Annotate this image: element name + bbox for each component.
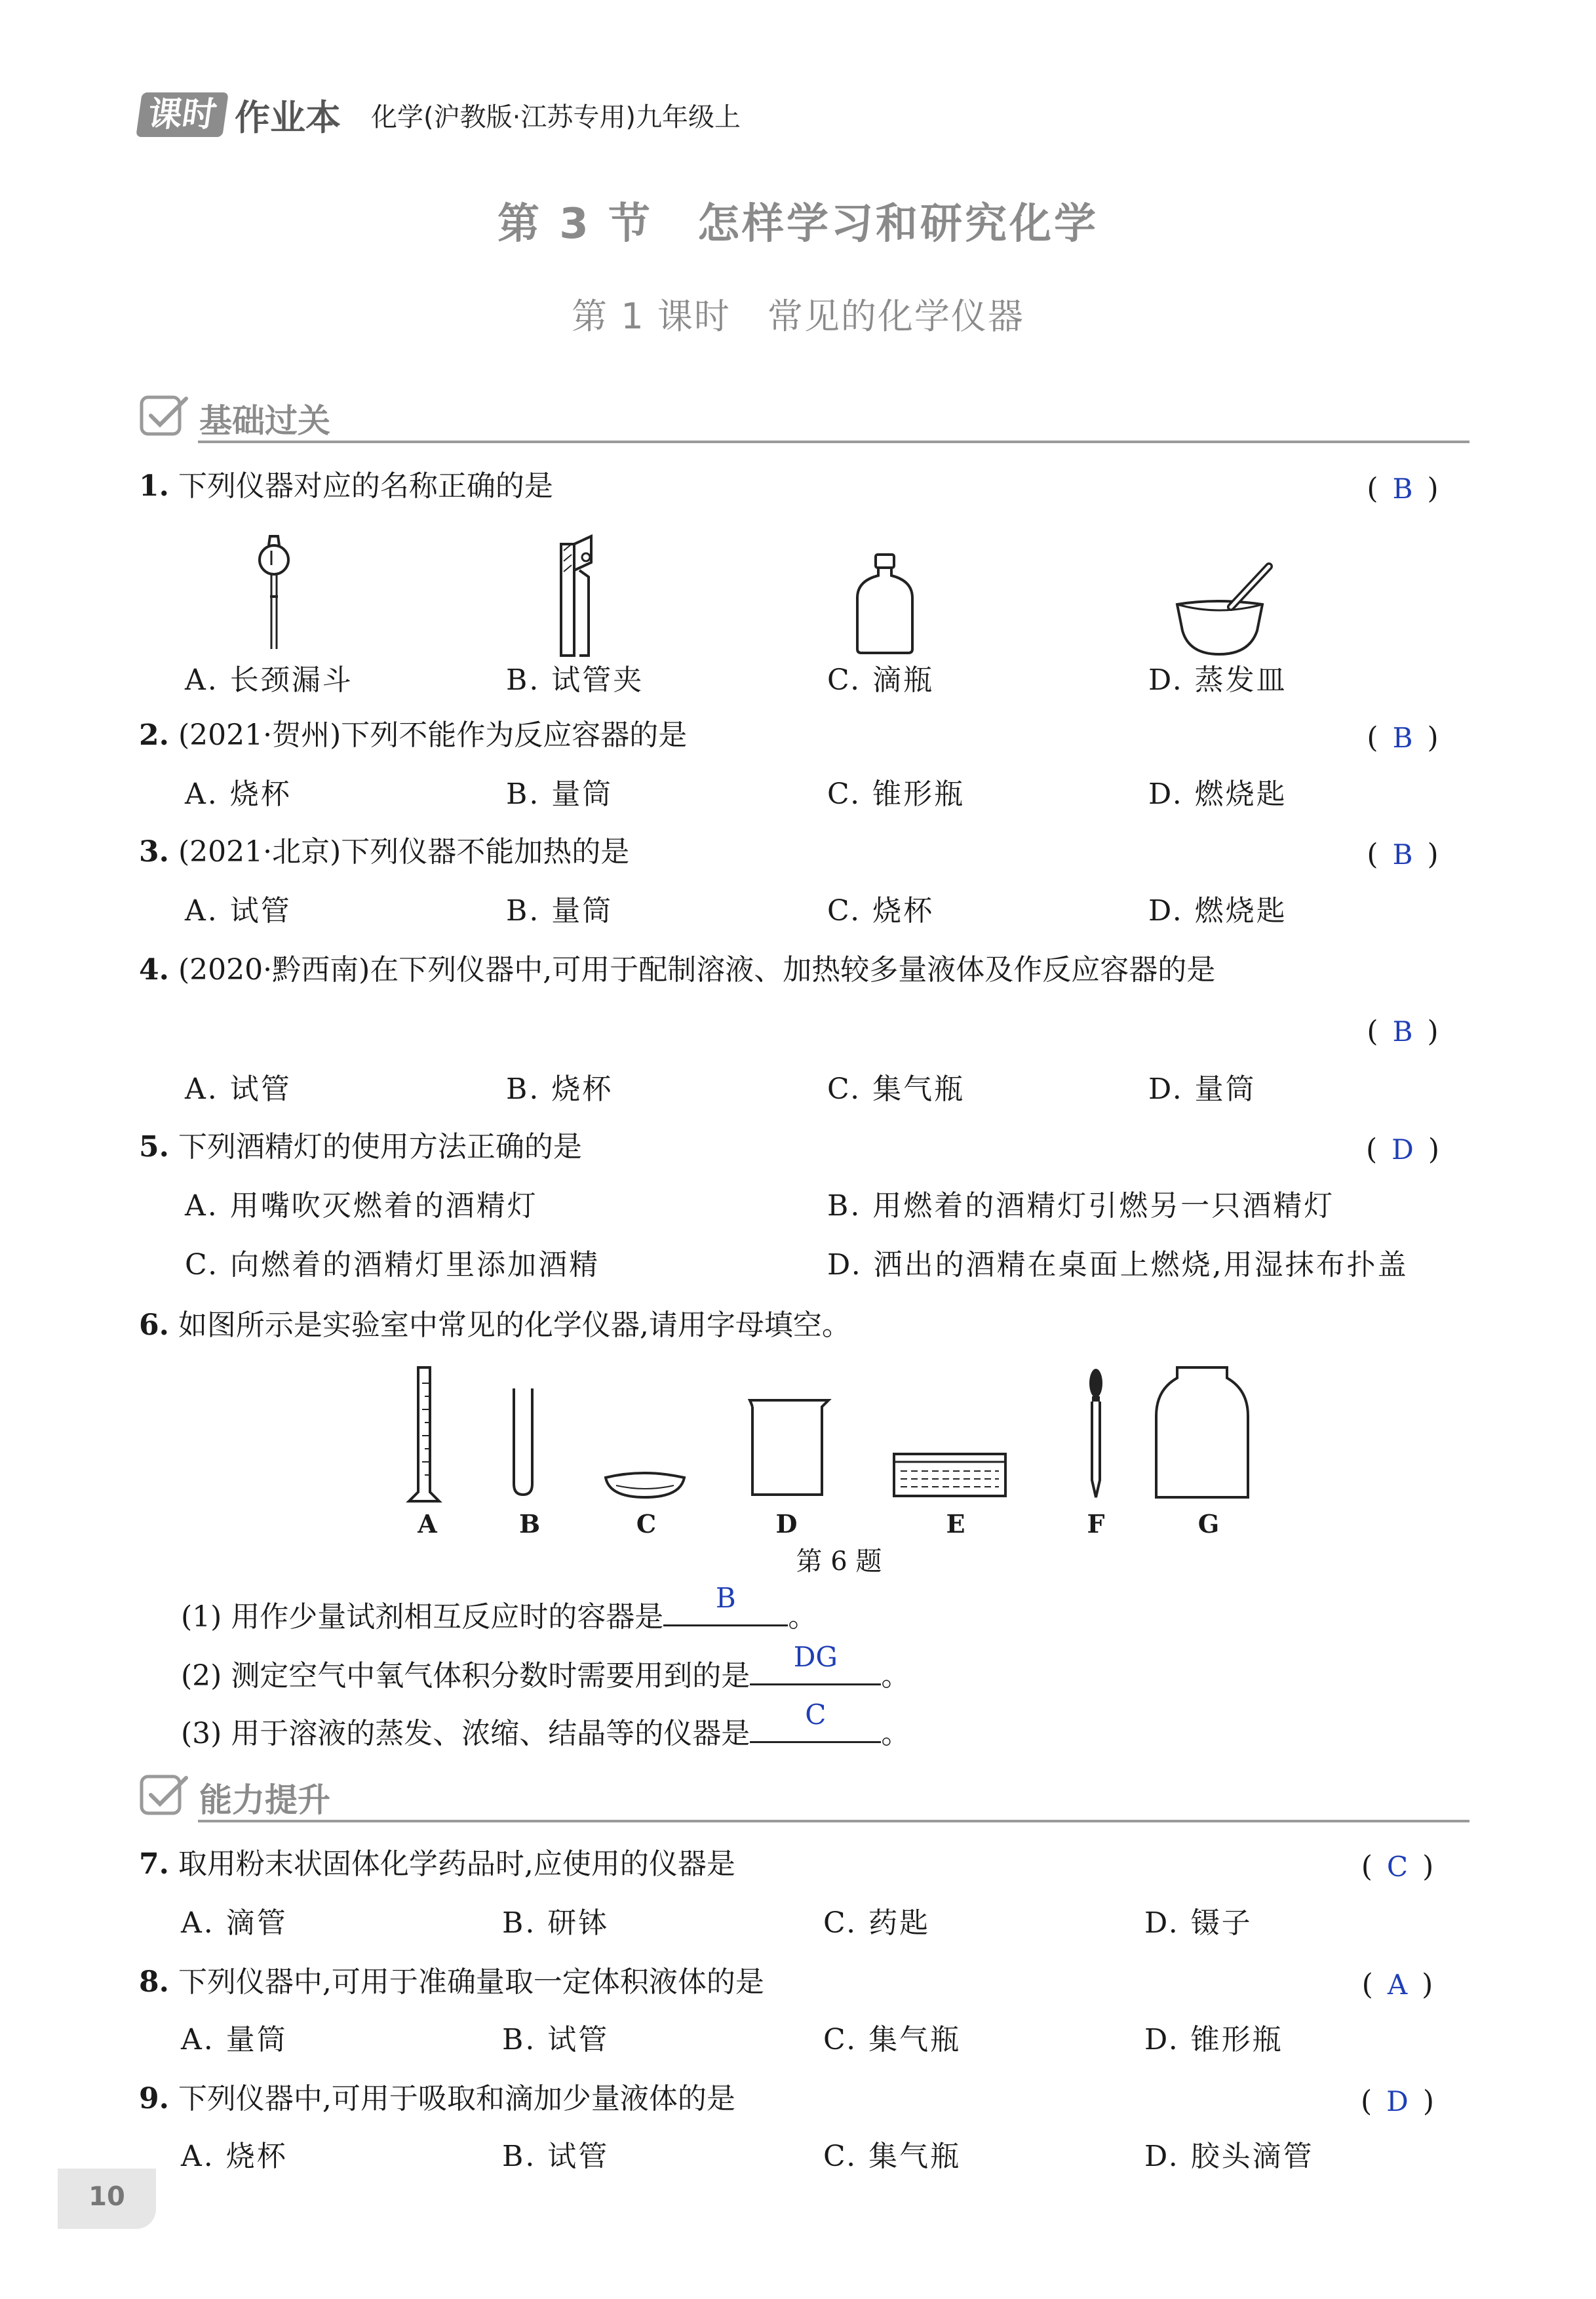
apparatus-figure bbox=[406, 1364, 1278, 1508]
answer-paren-4: ( B ) bbox=[1367, 1015, 1439, 1048]
question-2: 2. (2021·贺州)下列不能作为反应容器的是 bbox=[139, 718, 688, 752]
option-9d: D. 胶头滴管 bbox=[1144, 2140, 1314, 2173]
option-7b: B. 研钵 bbox=[502, 1906, 610, 1940]
section-header-advanced bbox=[139, 1766, 1469, 1825]
question-1 bbox=[139, 468, 553, 505]
page-number: 10 bbox=[88, 2182, 125, 2212]
check-icon bbox=[139, 1773, 191, 1818]
answer: B bbox=[1392, 1015, 1413, 1048]
question-text: (2020·黔西南)在下列仪器中,可用于配制溶液、加热较多量液体及作反应容器的是 bbox=[178, 953, 1216, 987]
page-number-badge bbox=[58, 2169, 156, 2229]
option-3a: A. 试管 bbox=[185, 894, 292, 928]
question-number: 1. bbox=[139, 469, 169, 503]
figure-label-a: A bbox=[418, 1509, 437, 1539]
option-4c: C. 集气瓶 bbox=[827, 1072, 965, 1106]
option-8a: A. 量筒 bbox=[181, 2023, 288, 2056]
option-3c: C. 烧杯 bbox=[827, 894, 935, 928]
option-3d: D. 燃烧匙 bbox=[1148, 894, 1287, 928]
option-5d: D. 洒出的酒精在桌面上燃烧,用湿抹布扑盖 bbox=[827, 1248, 1409, 1282]
question-text: 下列仪器中,可用于准确量取一定体积液体的是 bbox=[178, 1965, 764, 1999]
question-6: 6. 如图所示是实验室中常见的化学仪器,请用字母填空。 bbox=[139, 1308, 851, 1342]
figure-label-e: E bbox=[946, 1509, 965, 1539]
option-8b: B. 试管 bbox=[502, 2023, 610, 2056]
question-text: 取用粉末状固体化学药品时,应使用的仪器是 bbox=[178, 1847, 735, 1881]
section-title: 第 3 节 怎样学习和研究化学 bbox=[497, 200, 1099, 248]
answer-paren-7: ( C ) bbox=[1361, 1850, 1434, 1883]
option-1b: B. 试管夹 bbox=[506, 663, 644, 697]
answer: D bbox=[1392, 1133, 1414, 1166]
answer-paren-1: ( B ) bbox=[1367, 472, 1439, 505]
water-trough bbox=[894, 1454, 1005, 1496]
header bbox=[139, 92, 741, 138]
question-text: 下列酒精灯的使用方法正确的是 bbox=[178, 1130, 582, 1164]
beaker bbox=[750, 1400, 828, 1495]
lesson-title: 第 1 课时 常见的化学仪器 bbox=[572, 296, 1024, 337]
option-7a: A. 滴管 bbox=[181, 1906, 288, 1940]
answer: B bbox=[715, 1582, 736, 1614]
check-icon bbox=[139, 393, 191, 439]
logo-box: 课时 bbox=[136, 92, 229, 137]
option-9b: B. 试管 bbox=[502, 2140, 610, 2173]
answer: DG bbox=[793, 1641, 838, 1673]
answer-paren-9: ( D ) bbox=[1360, 2085, 1435, 2118]
option-4d: D. 量筒 bbox=[1148, 1072, 1256, 1106]
option-7d: D. 镊子 bbox=[1144, 1906, 1253, 1940]
option-2b: B. 量筒 bbox=[506, 777, 613, 811]
tube-clamp-figure bbox=[556, 531, 602, 662]
option-4b: B. 烧杯 bbox=[506, 1072, 613, 1106]
figure-caption: 第 6 题 bbox=[796, 1546, 882, 1577]
option-1d: D. 蒸发皿 bbox=[1148, 663, 1287, 697]
option-2d: D. 燃烧匙 bbox=[1148, 777, 1287, 811]
option-4a: A. 试管 bbox=[185, 1072, 292, 1106]
dropper-bottle-figure bbox=[852, 552, 918, 657]
subject-title: 化学(沪教版·江苏专用)九年级上 bbox=[371, 102, 741, 132]
answer-paren-5: ( D ) bbox=[1365, 1133, 1440, 1166]
subquestion-3: (3) 用于溶液的蒸发、浓缩、结晶等的仪器是 C 。 bbox=[181, 1708, 910, 1752]
section-header-basic bbox=[139, 387, 1469, 446]
question-8: 8. 下列仪器中,可用于准确量取一定体积液体的是 bbox=[139, 1965, 764, 1999]
question-text: (2021·贺州)下列不能作为反应容器的是 bbox=[178, 718, 688, 752]
question-text: 如图所示是实验室中常见的化学仪器,请用字母填空。 bbox=[178, 1308, 851, 1342]
figure-label-c: C bbox=[636, 1509, 657, 1539]
option-9a: A. 烧杯 bbox=[181, 2140, 288, 2173]
option-2c: C. 锥形瓶 bbox=[827, 777, 965, 811]
evaporating-dish-figure bbox=[1171, 561, 1275, 659]
answer: B bbox=[1392, 473, 1413, 505]
answer-paren-3: ( B ) bbox=[1367, 838, 1439, 871]
question-text: 下列仪器对应的名称正确的是 bbox=[178, 469, 553, 503]
answer-paren-2: ( B ) bbox=[1367, 721, 1439, 755]
logo-text: 作业本 bbox=[235, 96, 341, 138]
question-5: 5. 下列酒精灯的使用方法正确的是 bbox=[139, 1130, 582, 1164]
fill-blank[interactable] bbox=[750, 1641, 881, 1685]
option-8d: D. 锥形瓶 bbox=[1144, 2023, 1283, 2056]
option-8c: C. 集气瓶 bbox=[823, 2023, 962, 2056]
answer-paren-8: ( A ) bbox=[1361, 1968, 1433, 2001]
option-3b: B. 量筒 bbox=[506, 894, 613, 928]
fill-blank[interactable] bbox=[750, 1699, 881, 1743]
answer: C bbox=[805, 1699, 827, 1731]
option-2a: A. 烧杯 bbox=[185, 777, 292, 811]
question-3: 3. (2021·北京)下列仪器不能加热的是 bbox=[139, 835, 630, 869]
dropper bbox=[1089, 1369, 1102, 1497]
option-7c: C. 药匙 bbox=[823, 1906, 931, 1940]
test-tube bbox=[514, 1388, 532, 1495]
option-5b: B. 用燃着的酒精灯引燃另一只酒精灯 bbox=[827, 1189, 1335, 1223]
question-7: 7. 取用粉末状固体化学药品时,应使用的仪器是 bbox=[139, 1847, 735, 1881]
subquestion-2: (2) 测定空气中氧气体积分数时需要用到的是 DG 。 bbox=[181, 1651, 910, 1695]
figure-label-d: D bbox=[775, 1509, 798, 1539]
question-text: (2021·北京)下列仪器不能加热的是 bbox=[178, 835, 630, 869]
fill-blank[interactable] bbox=[663, 1582, 788, 1626]
option-5c: C. 向燃着的酒精灯里添加酒精 bbox=[185, 1248, 600, 1282]
question-4: 4. (2020·黔西南)在下列仪器中,可用于配制溶液、加热较多量液体及作反应容器的是 bbox=[139, 953, 1216, 987]
answer: A bbox=[1387, 1969, 1408, 2001]
figure-label-g: G bbox=[1197, 1509, 1220, 1539]
section-label: 能力提升 bbox=[199, 1781, 330, 1819]
funnel-figure bbox=[254, 531, 294, 656]
answer: D bbox=[1386, 2085, 1409, 2117]
option-5a: A. 用嘴吹灭燃着的酒精灯 bbox=[185, 1189, 538, 1223]
answer: C bbox=[1386, 1851, 1409, 1883]
option-1c: C. 滴瓶 bbox=[827, 663, 935, 697]
graduated-cylinder bbox=[409, 1367, 439, 1501]
gas-jar bbox=[1156, 1367, 1248, 1497]
figure-label-b: B bbox=[518, 1509, 541, 1539]
answer: B bbox=[1392, 722, 1413, 754]
section-rule bbox=[198, 1820, 1469, 1822]
question-9: 9. 下列仪器中,可用于吸取和滴加少量液体的是 bbox=[139, 2082, 735, 2115]
section-label: 基础过关 bbox=[199, 402, 330, 440]
answer: B bbox=[1392, 838, 1413, 871]
section-rule bbox=[198, 441, 1469, 443]
figure-label-f: F bbox=[1087, 1509, 1105, 1539]
option-9c: C. 集气瓶 bbox=[823, 2140, 962, 2173]
question-text: 下列仪器中,可用于吸取和滴加少量液体的是 bbox=[178, 2082, 735, 2115]
option-1a: A. 长颈漏斗 bbox=[185, 663, 353, 697]
subquestion-1: (1) 用作少量试剂相互反应时的容器是 B 。 bbox=[181, 1592, 817, 1636]
